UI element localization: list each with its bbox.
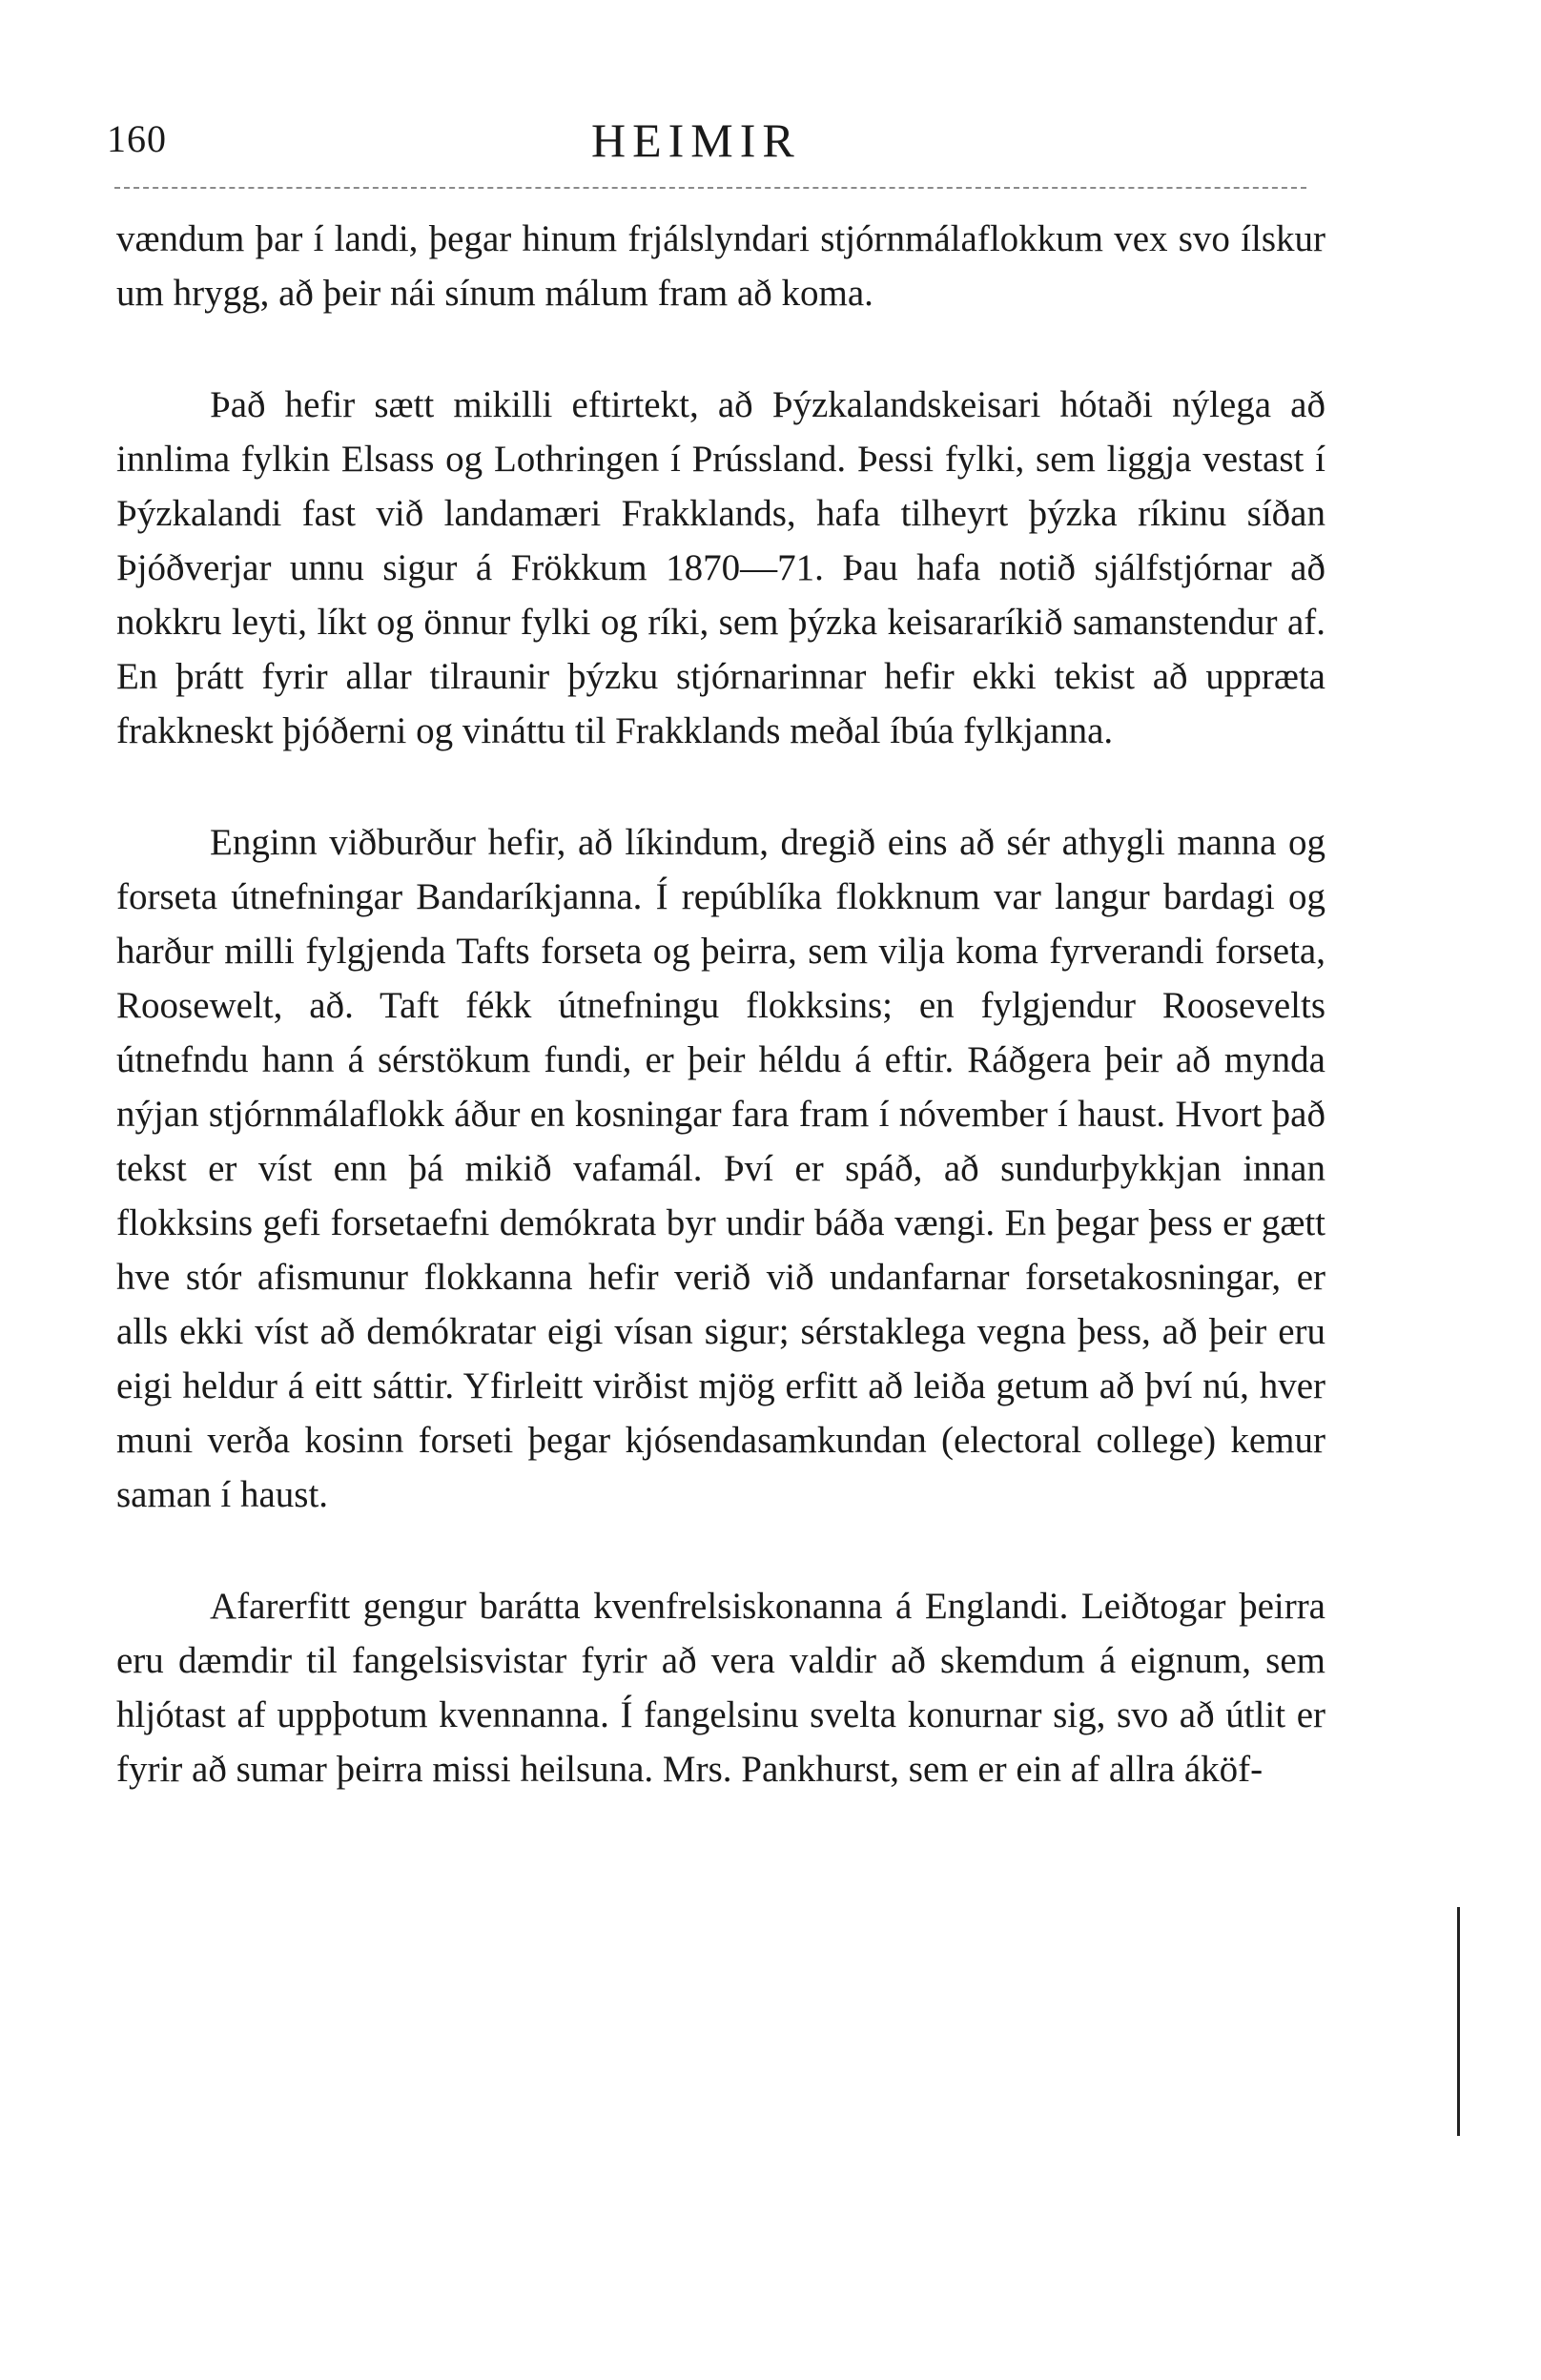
header-divider [114, 187, 1306, 189]
body-text [116, 212, 1325, 1796]
paragraph-2: Það hefir sætt mikilli eftirtekt, að Þýzkalandskeisari hótaði nýlega að innlima fylkin Elsass og Lothringen í Prússland. Þessi fylki, sem liggja vestast í Þýzkalandi fast við landamæri Frakklands, hafa tilheyrt þýzka ríkinu síðan Þjóðverjar unnu sigur á Frökkum 1870—71. Þau hafa notið sjálfstjórnar að nokkru leyti, líkt og önnur fylki og ríki, sem þýzka keisararíkið samanstendur af. En þrátt fyrir allar tilraunir þýzku stjórnarinnar hefir ekki tekist að uppræta frakkneskt þjóðerni og vináttu til Frakklands meðal íbúa fylkjanna. [116, 384, 1325, 751]
scan-margin-mark [1457, 1907, 1460, 2136]
running-title: HEIMIR [591, 113, 801, 167]
paragraph-4: Afarerfitt gengur barátta kvenfrelsiskonanna á Englandi. Leiðtogar þeirra eru dæmdir til fangelsisvistar fyrir að vera valdir að skemdum á eignum, sem hljótast af uppþotum kvennanna. Í fangelsinu svelta konurnar sig, svo að útlit er fyrir að sumar þeirra missi heilsuna. Mrs. Pankhurst, sem er ein af allra áköf- [116, 1586, 1325, 1790]
paragraph-1: vændum þar í landi, þegar hinum frjálslyndari stjórnmálaflokkum vex svo ílskur um hrygg, að þeir nái sínum málum fram að koma. [116, 218, 1325, 314]
page-header [0, 103, 1541, 170]
paragraph-3: Enginn viðburður hefir, að líkindum, dregið eins að sér athygli manna og forseta útnefningar Bandaríkjanna. Í repúblíka flokknum var langur bardagi og harður milli fylgjenda Tafts forseta og þeirra, sem vilja koma fyrverandi forseta, Roosewelt, að. Taft fékk útnefningu flokksins; en fylgjendur Roosevelts útnefndu hann á sérstökum fundi, er þeir héldu á eftir. Ráðgera þeir að mynda nýjan stjórnmálaflokk áður en kosningar fara fram í nóvember í haust. Hvort það tekst er víst enn þá mikið vafamál. Því er spáð, að sundurþykkjan innan flokksins gefi forsetaefni demókrata byr undir báða vængi. En þegar þess er gætt hve stór afismunur flokkanna hefir verið við undanfarnar forsetakosningar, er alls ekki víst að demókratar eigi vísan sigur; sérstaklega vegna þess, að þeir eru eigi heldur á eitt sáttir. Yfirleitt virðist mjög erfitt að leiða getum að því nú, hver muni verða kosinn forseti þegar kjósendasamkundan (electoral college) kemur saman í haust. [116, 822, 1325, 1515]
page-number: 160 [107, 117, 167, 160]
